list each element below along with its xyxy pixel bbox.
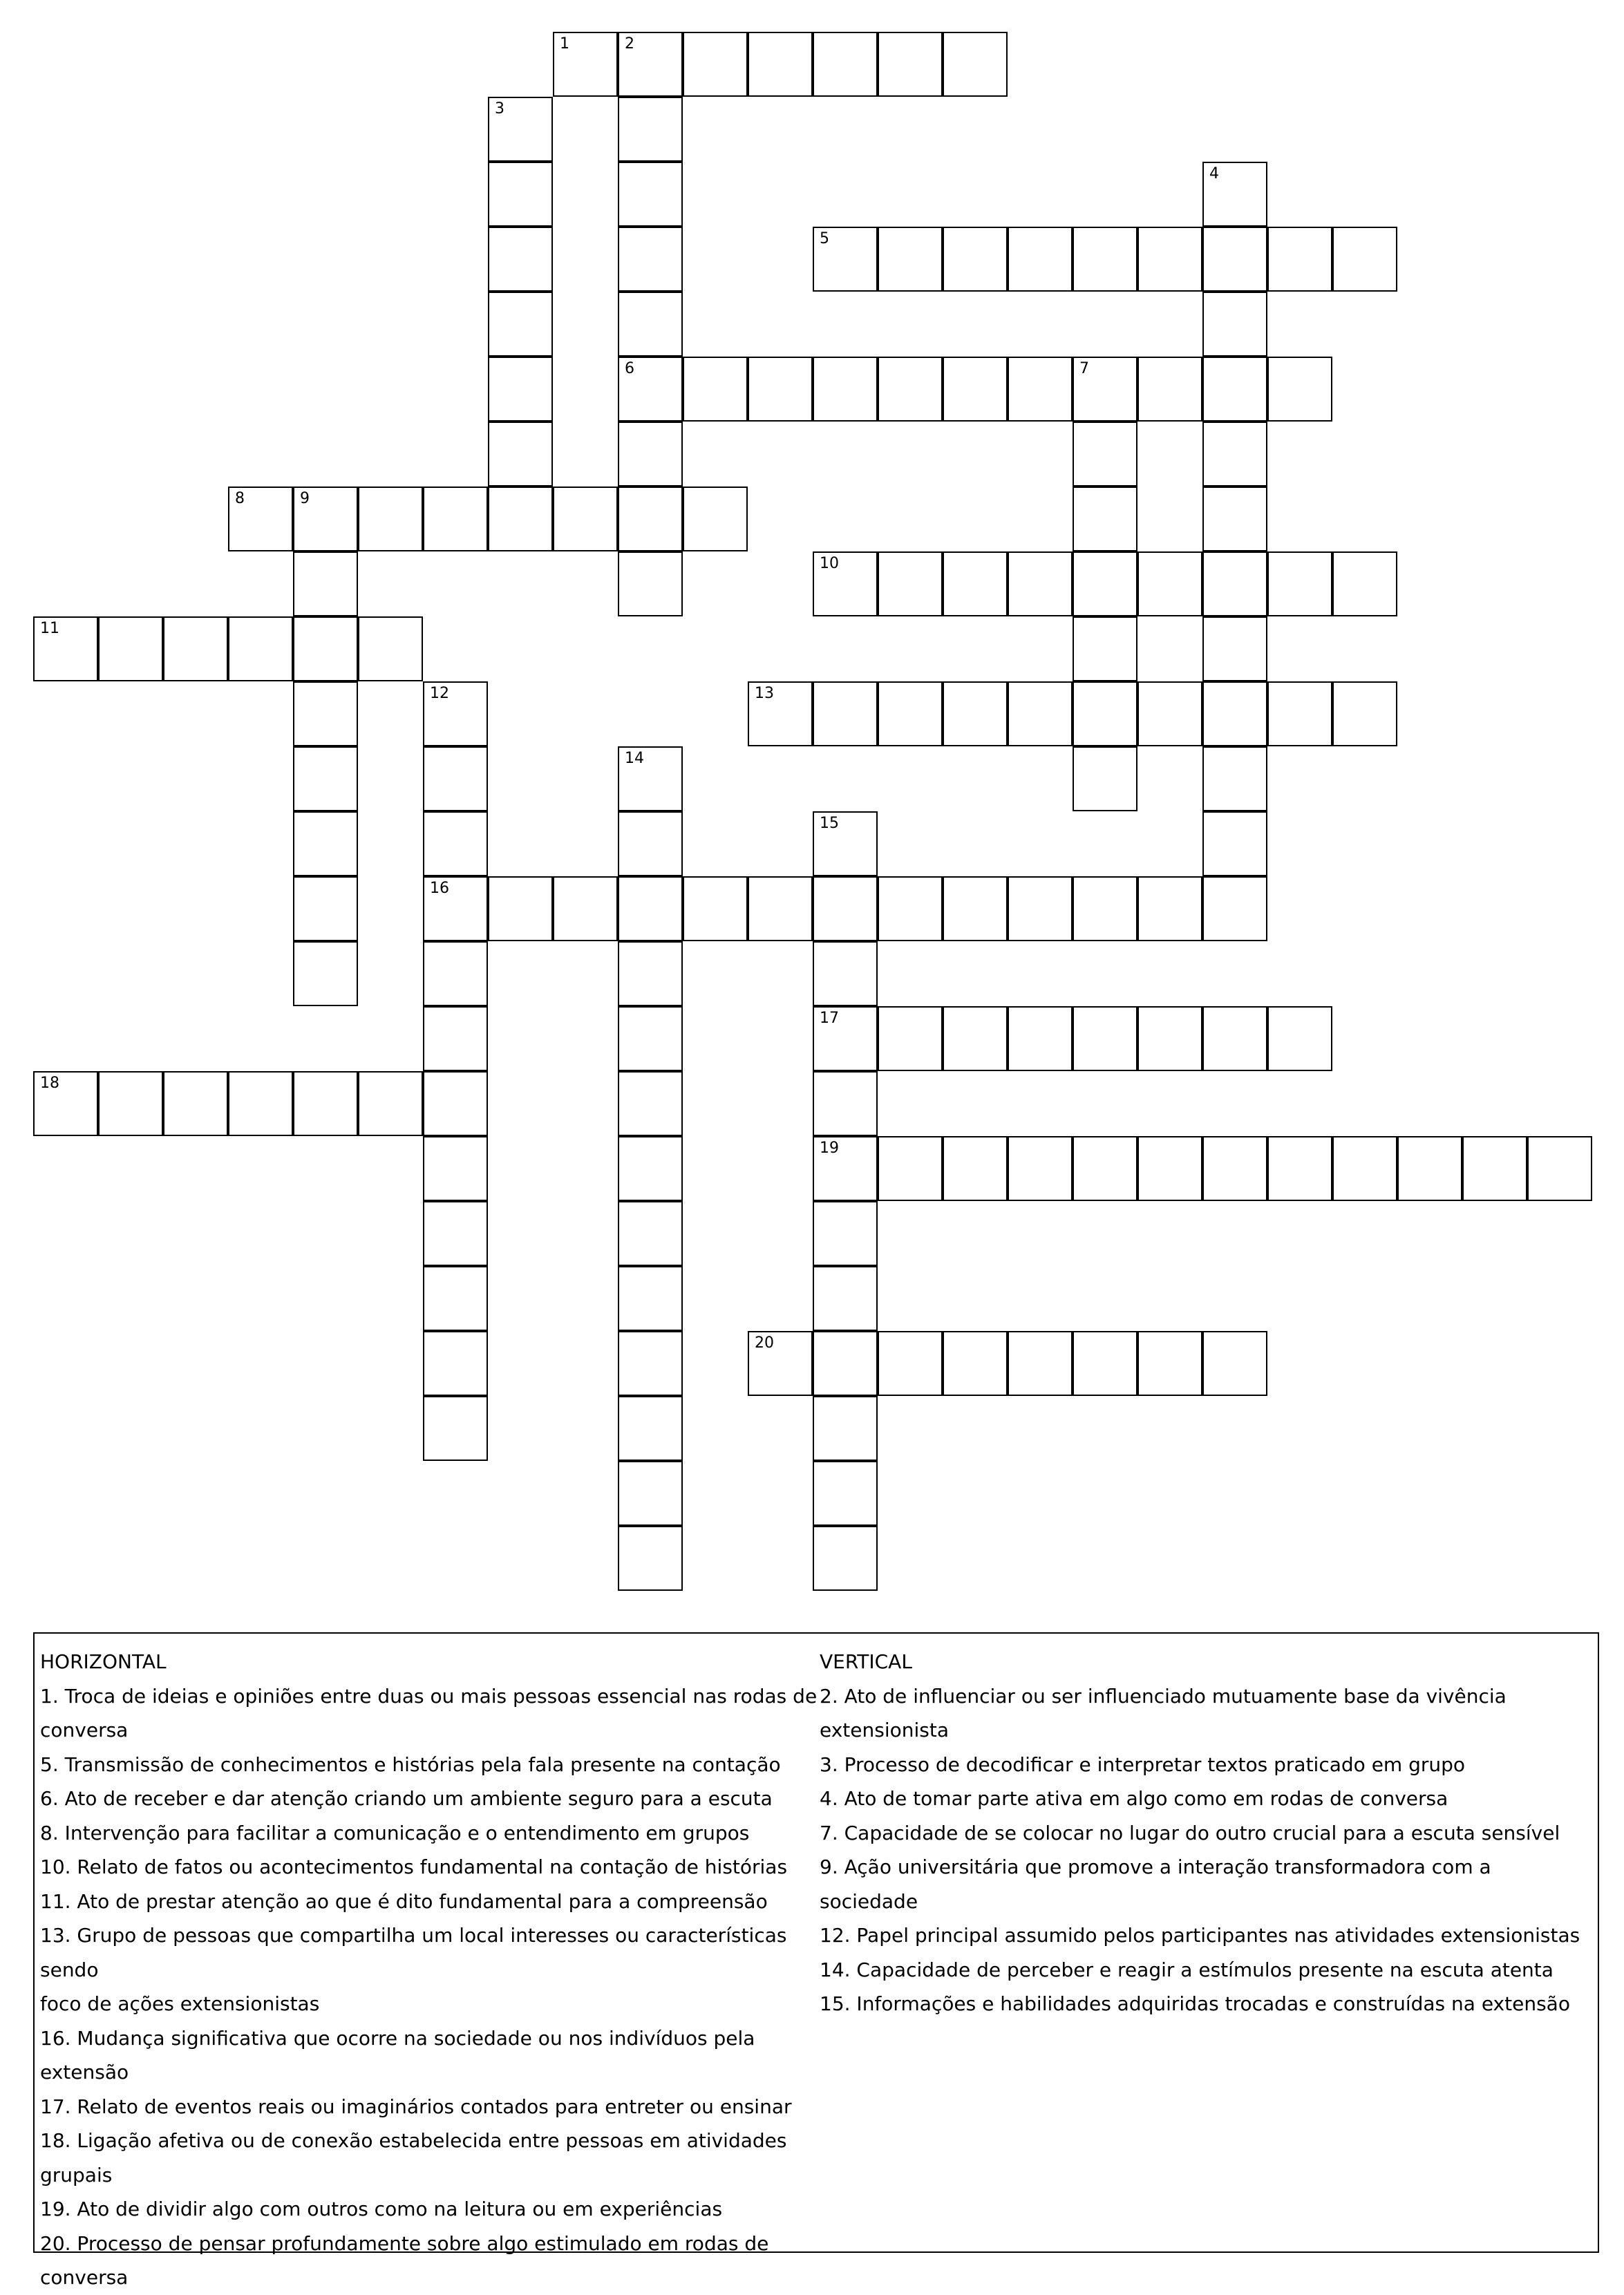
grid-cell[interactable] — [1137, 876, 1202, 941]
grid-cell[interactable] — [423, 1266, 488, 1331]
grid-cell[interactable] — [943, 1136, 1008, 1201]
grid-cell[interactable] — [748, 1331, 813, 1396]
grid-cell[interactable] — [618, 1266, 683, 1331]
grid-cell[interactable] — [488, 357, 553, 422]
grid-cell[interactable] — [618, 357, 683, 422]
grid-cell[interactable] — [423, 487, 488, 551]
clue-number: 17 — [820, 1010, 839, 1027]
clue-line: 16. Mudança significativa que ocorre na sociedade ou nos indivíduos pela extensão — [40, 2026, 755, 2084]
clue-number: 19 — [820, 1140, 839, 1157]
grid-cell[interactable] — [1137, 1006, 1202, 1071]
grid-cell[interactable] — [943, 227, 1008, 292]
grid-cell[interactable] — [423, 876, 488, 941]
grid-cell[interactable] — [163, 1071, 228, 1136]
grid-cell[interactable] — [553, 876, 618, 941]
grid-cell[interactable] — [618, 292, 683, 357]
grid-cell[interactable] — [1202, 162, 1267, 227]
grid-cell[interactable] — [1073, 422, 1137, 487]
grid-cell[interactable] — [1397, 1136, 1462, 1201]
grid-cell[interactable] — [293, 811, 358, 876]
grid-cell[interactable] — [293, 746, 358, 811]
horizontal-title: HORIZONTAL — [40, 1650, 167, 1673]
grid-cell[interactable] — [943, 1006, 1008, 1071]
grid-cell[interactable] — [878, 681, 943, 746]
grid-cell[interactable] — [1202, 811, 1267, 876]
grid-cell[interactable] — [878, 227, 943, 292]
clue-number: 3 — [495, 100, 504, 117]
grid-cell[interactable] — [1008, 357, 1073, 422]
grid-cell[interactable] — [1008, 1006, 1073, 1071]
grid-cell[interactable] — [1267, 1136, 1332, 1201]
grid-cell[interactable] — [1073, 616, 1137, 681]
grid-cell[interactable] — [1332, 681, 1397, 746]
clue-line: 15. Informações e habilidades adquiridas trocadas e construídas na extensão — [820, 1992, 1570, 2015]
grid-cell[interactable] — [293, 616, 358, 681]
grid-cell[interactable] — [813, 1266, 878, 1331]
grid-cell[interactable] — [1073, 1136, 1137, 1201]
grid-cell[interactable] — [423, 941, 488, 1006]
grid-cell[interactable] — [33, 1071, 98, 1136]
clue-line: 1. Troca de ideias e opiniões entre duas ou mais pessoas essencial nas rodas de — [40, 1684, 818, 1708]
grid-cell[interactable] — [878, 32, 943, 97]
clue-number: 13 — [755, 685, 774, 702]
grid-cell[interactable] — [618, 746, 683, 811]
grid-cell[interactable] — [618, 487, 683, 551]
clue-number: 8 — [235, 490, 245, 507]
grid-cell[interactable] — [1137, 1331, 1202, 1396]
clue-line: conversa — [40, 1719, 129, 1741]
clue-number: 14 — [625, 750, 644, 767]
grid-cell[interactable] — [553, 32, 618, 97]
grid-cell[interactable] — [1267, 1006, 1332, 1071]
grid-cell[interactable] — [1137, 551, 1202, 616]
grid-cell[interactable] — [618, 422, 683, 487]
grid-cell[interactable] — [1008, 1331, 1073, 1396]
clue-line: foco de ações extensionistas — [40, 1992, 320, 2015]
grid-cell[interactable] — [1267, 681, 1332, 746]
grid-cell[interactable] — [1137, 1136, 1202, 1201]
grid-cell[interactable] — [228, 616, 293, 681]
grid-cell[interactable] — [813, 1201, 878, 1266]
grid-cell[interactable] — [423, 1006, 488, 1071]
grid-cell[interactable] — [1267, 551, 1332, 616]
grid-cell[interactable] — [1073, 876, 1137, 941]
grid-cell[interactable] — [553, 487, 618, 551]
grid-cell[interactable] — [618, 551, 683, 616]
vertical-title: VERTICAL — [820, 1650, 912, 1673]
grid-cell[interactable] — [1202, 227, 1267, 292]
grid-cell[interactable] — [1073, 357, 1137, 422]
clue-number: 18 — [40, 1075, 59, 1092]
grid-cell[interactable] — [1202, 357, 1267, 422]
grid-cell[interactable] — [1202, 487, 1267, 551]
clue-number: 12 — [430, 685, 449, 702]
clue-number: 20 — [755, 1334, 774, 1352]
grid-cell[interactable] — [1202, 551, 1267, 616]
grid-cell[interactable] — [813, 1006, 878, 1071]
grid-cell[interactable] — [813, 681, 878, 746]
clue-line: 14. Capacidade de perceber e reagir a estímulos presente na escuta atenta — [820, 1958, 1554, 1981]
clue-number: 2 — [625, 35, 634, 53]
grid-cell[interactable] — [1008, 227, 1073, 292]
grid-cell[interactable] — [813, 876, 878, 941]
grid-cell[interactable] — [748, 876, 813, 941]
grid-cell[interactable] — [813, 1526, 878, 1591]
grid-cell[interactable] — [1008, 876, 1073, 941]
clue-line: 7. Capacidade de se colocar no lugar do outro crucial para a escuta sensível — [820, 1821, 1560, 1844]
grid-cell[interactable] — [423, 746, 488, 811]
grid-cell[interactable] — [1137, 681, 1202, 746]
grid-cell[interactable] — [813, 1396, 878, 1461]
grid-cell[interactable] — [943, 357, 1008, 422]
grid-cell[interactable] — [943, 551, 1008, 616]
grid-cell[interactable] — [1202, 1331, 1267, 1396]
grid-cell[interactable] — [618, 1201, 683, 1266]
grid-cell[interactable] — [618, 227, 683, 292]
grid-cell[interactable] — [1527, 1136, 1592, 1201]
grid-cell[interactable] — [163, 616, 228, 681]
grid-cell[interactable] — [228, 487, 293, 551]
grid-cell[interactable] — [943, 1331, 1008, 1396]
clue-line: grupais — [40, 2163, 113, 2187]
grid-cell[interactable] — [1008, 551, 1073, 616]
grid-cell[interactable] — [878, 1006, 943, 1071]
clue-number: 4 — [1209, 165, 1219, 182]
grid-cell[interactable] — [813, 941, 878, 1006]
grid-cell[interactable] — [488, 292, 553, 357]
grid-cell[interactable] — [813, 551, 878, 616]
grid-cell[interactable] — [748, 681, 813, 746]
grid-cell[interactable] — [423, 681, 488, 746]
grid-cell[interactable] — [813, 32, 878, 97]
grid-cell[interactable] — [813, 1461, 878, 1526]
grid-cell[interactable] — [878, 357, 943, 422]
grid-cell[interactable] — [813, 1071, 878, 1136]
grid-cell[interactable] — [293, 1071, 358, 1136]
grid-cell[interactable] — [683, 357, 748, 422]
clue-line: 19. Ato de dividir algo com outros como na leitura ou em experiências — [40, 2198, 723, 2220]
grid-cell[interactable] — [683, 32, 748, 97]
grid-cell[interactable] — [98, 1071, 163, 1136]
grid-cell[interactable] — [488, 162, 553, 227]
clue-line: 6. Ato de receber e dar atenção criando um ambiente seguro para a escuta — [40, 1787, 773, 1810]
grid-cell[interactable] — [423, 1201, 488, 1266]
grid-cell[interactable] — [1332, 551, 1397, 616]
clue-line: 20. Processo de pensar profundamente sobre algo estimulado em rodas de — [40, 2231, 769, 2255]
grid-cell[interactable] — [618, 162, 683, 227]
grid-cell[interactable] — [618, 1071, 683, 1136]
grid-cell[interactable] — [1073, 1331, 1137, 1396]
grid-cell[interactable] — [488, 97, 553, 162]
clue-line: 4. Ato de tomar parte ativa em algo como em rodas de conversa — [820, 1787, 1448, 1810]
grid-cell[interactable] — [618, 941, 683, 1006]
grid-cell[interactable] — [943, 876, 1008, 941]
vertical-clues — [820, 1645, 1594, 2021]
clue-line: 10. Relato de fatos ou acontecimentos fundamental na contação de histórias — [40, 1855, 788, 1878]
grid-cell[interactable] — [358, 1071, 423, 1136]
grid-cell[interactable] — [423, 1136, 488, 1201]
grid-cell[interactable] — [1267, 357, 1332, 422]
grid-cell[interactable] — [488, 227, 553, 292]
grid-cell[interactable] — [1202, 1006, 1267, 1071]
grid-cell[interactable] — [1267, 227, 1332, 292]
clue-line: conversa — [40, 2266, 129, 2289]
grid-cell[interactable] — [1073, 746, 1137, 811]
grid-cell[interactable] — [1073, 1006, 1137, 1071]
grid-cell[interactable] — [878, 876, 943, 941]
clue-number: 10 — [820, 555, 839, 572]
grid-cell[interactable] — [423, 1331, 488, 1396]
grid-cell[interactable] — [423, 1071, 488, 1136]
clue-number: 16 — [430, 880, 449, 897]
grid-cell[interactable] — [488, 422, 553, 487]
grid-cell[interactable] — [618, 1006, 683, 1071]
grid-cell[interactable] — [618, 1461, 683, 1526]
grid-cell[interactable] — [878, 551, 943, 616]
clue-line: 12. Papel principal assumido pelos participantes nas atividades extensionistas — [820, 1924, 1580, 1947]
grid-cell[interactable] — [488, 876, 553, 941]
grid-cell[interactable] — [813, 227, 878, 292]
clue-line: 9. Ação universitária que promove a interação transformadora com a sociedade — [820, 1855, 1491, 1913]
grid-cell[interactable] — [683, 876, 748, 941]
grid-cell[interactable] — [98, 616, 163, 681]
grid-cell[interactable] — [358, 487, 423, 551]
grid-cell[interactable] — [1008, 1136, 1073, 1201]
clue-line: 13. Grupo de pessoas que compartilha um local interesses ou características sendo — [40, 1924, 787, 1981]
grid-cell[interactable] — [813, 357, 878, 422]
grid-cell[interactable] — [618, 811, 683, 876]
clue-number: 6 — [625, 360, 634, 377]
grid-cell[interactable] — [358, 616, 423, 681]
grid-cell[interactable] — [1332, 227, 1397, 292]
clue-line: 17. Relato de eventos reais ou imaginários contados para entreter ou ensinar — [40, 2095, 792, 2118]
grid-cell[interactable] — [1332, 1136, 1397, 1201]
clue-number: 11 — [40, 620, 59, 637]
grid-cell[interactable] — [1073, 681, 1137, 746]
grid-cell[interactable] — [1202, 616, 1267, 681]
grid-cell[interactable] — [1137, 227, 1202, 292]
clues-box — [33, 1632, 1599, 2289]
grid-cell[interactable] — [1202, 876, 1267, 941]
grid-cell[interactable] — [878, 1331, 943, 1396]
grid-cell[interactable] — [748, 32, 813, 97]
grid-cell[interactable] — [423, 1396, 488, 1461]
grid-cell[interactable] — [1137, 357, 1202, 422]
clue-number: 9 — [300, 490, 310, 507]
clue-line: 3. Processo de decodificar e interpretar textos praticado em grupo — [820, 1753, 1466, 1776]
horizontal-clues — [40, 1645, 821, 2295]
clue-line: 11. Ato de prestar atenção ao que é dito fundamental para a compreensão — [40, 1889, 768, 1913]
grid-cell[interactable] — [293, 941, 358, 1006]
grid-cell[interactable] — [293, 487, 358, 551]
clue-line: 5. Transmissão de conhecimentos e histórias pela fala presente na contação — [40, 1753, 781, 1776]
grid-cell[interactable] — [1073, 551, 1137, 616]
grid-cell[interactable] — [1202, 292, 1267, 357]
grid-cell[interactable] — [618, 32, 683, 97]
grid-cell[interactable] — [1008, 681, 1073, 746]
grid-cell[interactable] — [1202, 681, 1267, 746]
grid-cell[interactable] — [748, 357, 813, 422]
grid-cell[interactable] — [813, 1136, 878, 1201]
clue-number: 1 — [560, 35, 569, 53]
grid-cell[interactable] — [943, 32, 1008, 97]
grid-cell[interactable] — [813, 1331, 878, 1396]
clue-number: 7 — [1079, 360, 1089, 377]
grid-cell[interactable] — [1202, 1136, 1267, 1201]
grid-cell[interactable] — [1202, 746, 1267, 811]
clue-line: 2. Ato de influenciar ou ser influenciado mutuamente base da vivência — [820, 1684, 1507, 1708]
grid-cell[interactable] — [618, 1396, 683, 1461]
grid-cell[interactable] — [813, 811, 878, 876]
grid-cell[interactable] — [228, 1071, 293, 1136]
clue-line: 18. Ligação afetiva ou de conexão estabelecida entre pessoas em atividades — [40, 2129, 787, 2152]
clue-number: 5 — [820, 230, 829, 247]
clue-number: 15 — [820, 815, 839, 832]
clue-line: extensionista — [820, 1719, 950, 1741]
grid-cell[interactable] — [618, 97, 683, 162]
grid-cell[interactable] — [618, 1331, 683, 1396]
grid-cell[interactable] — [683, 487, 748, 551]
grid-cell[interactable] — [293, 681, 358, 746]
grid-cell[interactable] — [1073, 227, 1137, 292]
grid-cell[interactable] — [488, 487, 553, 551]
grid-cell[interactable] — [293, 876, 358, 941]
grid-cell[interactable] — [618, 876, 683, 941]
grid-cell[interactable] — [943, 681, 1008, 746]
grid-cell[interactable] — [878, 1136, 943, 1201]
grid-cell[interactable] — [1073, 487, 1137, 551]
grid-cell[interactable] — [1202, 422, 1267, 487]
grid-cell[interactable] — [1462, 1136, 1527, 1201]
grid-cell[interactable] — [33, 616, 98, 681]
clue-line: 8. Intervenção para facilitar a comunicação e o entendimento em grupos — [40, 1821, 750, 1844]
grid-cell[interactable] — [618, 1526, 683, 1591]
grid-cell[interactable] — [293, 551, 358, 616]
grid-cell[interactable] — [423, 811, 488, 876]
grid-cell[interactable] — [618, 1136, 683, 1201]
